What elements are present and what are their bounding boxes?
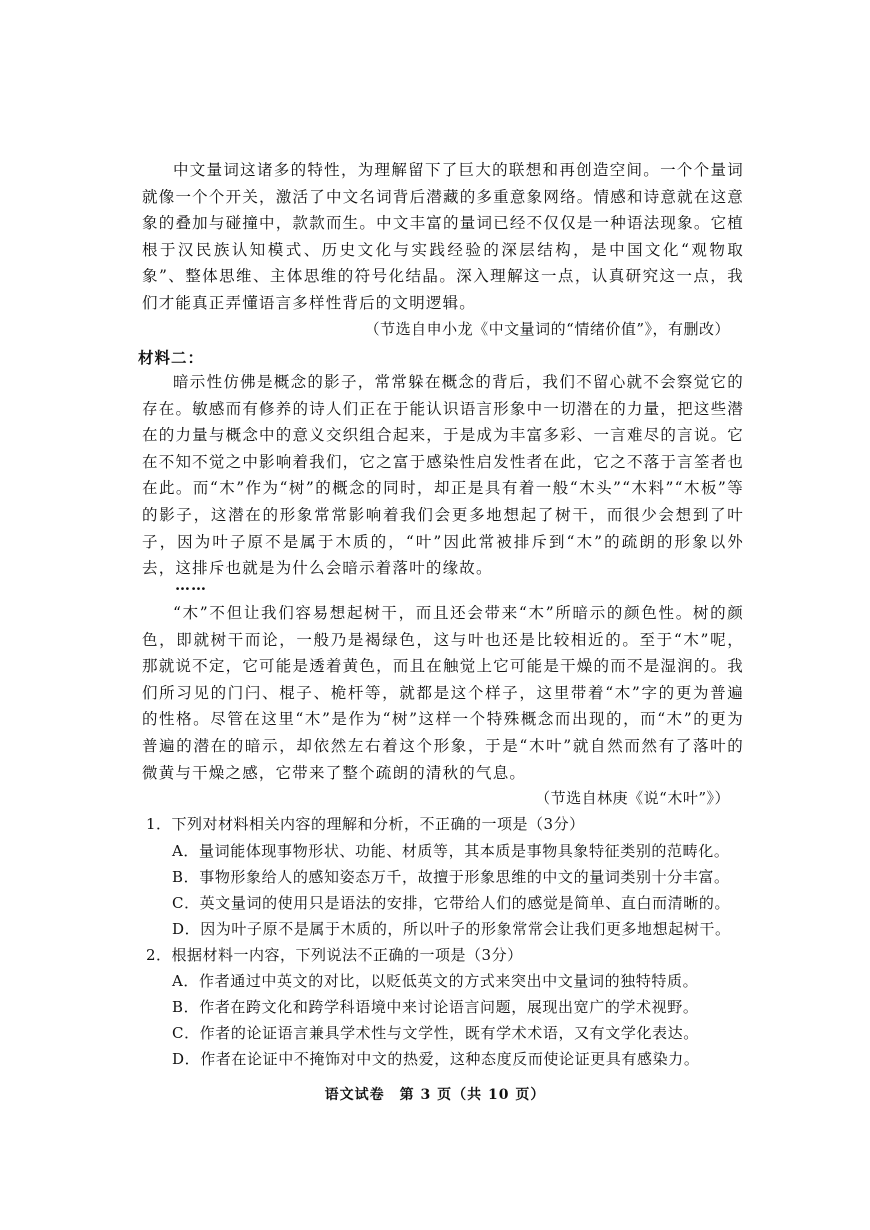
material-one-block: [142, 157, 744, 317]
question-1-option-c: C．英文量词的使用只是语法的安排，它带给人们的感觉是简单、直白而清晰的。: [172, 894, 731, 912]
material-two-heading: 材料二：: [138, 348, 205, 367]
question-1-option-d: D．因为叶子原不是属于木质的，所以叶子的形象常常会让我们更多地想起树干。: [172, 920, 731, 938]
question-2-option-b: B．作者在跨文化和跨学科语境中来讨论语言问题，展现出宽广的学术视野。: [172, 998, 699, 1016]
material-two-paragraph-one: 暗示性仿佛是概念的影子，常常躲在概念的背后，我们不留心就不会察觉它的存在。敏感而有修养的诗人们正在于能认识语言形象中一切潜在的力量，把这些潜在的力量与概念中的意义交织组合起来，于是成为丰富多彩、一言难尽的言说。它在不知不觉之中影响着我们，它之富于感染性启发性者在此，它之不落于言筌者也在此。而“木”作为“树”的概念的同时，却正是具有着一般“木头”“木料”“木板”等的影子，这潜在的形象常常影响着我们会更多地想起了树干，而很少会想到了叶子，因为叶子原不是属于木质的，“叶”因此常被排斥到“木”的疏朗的形象以外去，这排斥也就是为什么会暗示着落叶的缘故。: [142, 373, 744, 578]
page-footer: 语文试卷 第 3 页（共 10 页）: [324, 1087, 546, 1103]
question-2-option-a: A．作者通过中英文的对比，以贬低英文的方式来突出中文量词的独特特质。: [172, 972, 699, 990]
material-two-paragraph-one-block: [142, 369, 744, 582]
question-2-stem: 2．根据材料一内容，下列说法不正确的一项是（3分）: [146, 946, 523, 964]
material-one-paragraph: 中文量词这诸多的特性，为理解留下了巨大的联想和再创造空间。一个个量词就像一个个开关，激活了中文名词背后潜藏的多重意象网络。情感和诗意就在这意象的叠加与碰撞中，款款而生。中文丰富的量词已经不仅仅是一种语法现象。它植根于汉民族认知模式、历史文化与实践经验的深层结构，是中国文化“观物取象”、整体思维、主体思维的符号化结晶。深入理解这一点，认真研究这一点，我们才能真正弄懂语言多样性背后的文明逻辑。: [142, 161, 744, 312]
question-1-option-b: B．事物形象给人的感知姿态万千，故擅于形象思维的中文的量词类别十分丰富。: [172, 868, 730, 886]
material-one-source: （节选自申小龙《中文量词的“情绪价值”》，有删改）: [364, 320, 730, 338]
question-1-stem: 1．下列对材料相关内容的理解和分析，不正确的一项是（3分）: [146, 815, 585, 833]
question-1-option-a: A．量词能体现事物形状、功能、材质等，其本质是事物具象特征类别的范畴化。: [172, 842, 730, 860]
omission-ellipsis: ……: [175, 576, 207, 594]
material-two-paragraph-two-block: [142, 600, 744, 786]
material-two-source: （节选自林庚《说“木叶”》）: [535, 789, 730, 807]
question-2-option-d: D．作者在论证中不掩饰对中文的热爱，这种态度反而使论证更具有感染力。: [172, 1050, 700, 1068]
question-2-option-c: C．作者的论证语言兼具学术性与文学性，既有学术术语，又有文学化表达。: [172, 1024, 699, 1042]
material-two-paragraph-two: “木”不但让我们容易想起树干，而且还会带来“木”所暗示的颜色性。树的颜色，即就树干而论，一般乃是褐绿色，这与叶也还是比较相近的。至于“木”呢，那就说不定，它可能是透着黄色，而且在触觉上它可能是干燥的而不是湿润的。我们所习见的门闩、棍子、桅杆等，就都是这个样子，这里带着“木”字的更为普遍的性格。尽管在这里“木”是作为“树”这样一个特殊概念而出现的，而“木”的更为普遍的潜在的暗示，却依然左右着这个形象，于是“木叶”就自然而然有了落叶的微黄与干燥之感，它带来了整个疏朗的清秋的气息。: [142, 604, 744, 782]
